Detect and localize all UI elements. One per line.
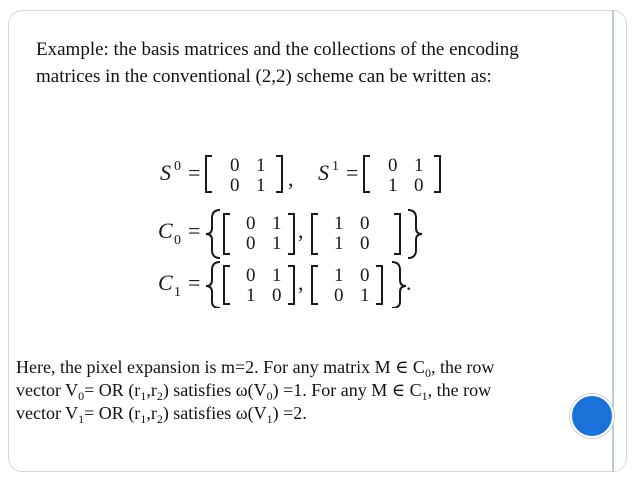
matrix-entry: 0 — [230, 175, 240, 196]
accent-circle — [570, 394, 614, 438]
intro-line-2: matrices in the conventional (2,2) scheme can be written as: — [36, 66, 492, 87]
c0-subscript: 0 — [174, 233, 181, 248]
matrix-entry: 1 — [334, 233, 344, 254]
c1-symbol: C — [158, 270, 173, 295]
body-text-span: ) satisfies ω(V — [162, 403, 267, 423]
period-c1: . — [406, 270, 412, 295]
c0-symbol: C — [158, 218, 173, 243]
body-text-span: = OR (r — [84, 403, 141, 423]
body-text-span: ,r — [146, 380, 157, 400]
matrix-entry: 0 — [246, 233, 256, 254]
body-text-span: C — [405, 380, 422, 400]
matrix-entry: 1 — [256, 155, 266, 176]
element-of-symbol: ∈ — [391, 380, 406, 400]
comma-s: , — [288, 166, 294, 191]
s0-superscript: 0 — [174, 159, 181, 174]
equals-c1: = — [188, 270, 201, 295]
subscript: 1 — [266, 412, 273, 426]
matrix-entry: 0 — [414, 175, 424, 196]
subscript: 0 — [424, 366, 431, 380]
body-text-span: = OR (r — [84, 380, 141, 400]
subscript: 1 — [140, 389, 147, 403]
subscript: 2 — [156, 412, 163, 426]
body-text-span: C — [408, 357, 425, 377]
element-of-symbol: ∈ — [395, 357, 409, 377]
formula-svg — [150, 138, 470, 308]
subscript: 2 — [156, 389, 163, 403]
equals-s0: = — [188, 160, 201, 185]
body-text-span: vector V — [16, 403, 79, 423]
matrix-entry: 1 — [246, 285, 256, 306]
equals-s1: = — [346, 160, 359, 185]
matrix-entry: 1 — [334, 213, 344, 234]
matrix-entry: 1 — [272, 265, 282, 286]
body-text-span: ) =1. For any M — [272, 380, 392, 400]
comma-c0: , — [298, 218, 304, 243]
body-text-span: , the row — [427, 380, 492, 400]
matrix-entry: 1 — [360, 285, 370, 306]
matrix-entry: 1 — [272, 213, 282, 234]
matrix-entry: 1 — [414, 155, 424, 176]
matrix-entry: 0 — [272, 285, 282, 306]
body-text-span: Here, the pixel expansion is m=2. For any matrix M — [16, 357, 396, 377]
matrix-entry: 0 — [246, 213, 256, 234]
matrix-entry: 0 — [246, 265, 256, 286]
matrix-entry: 0 — [388, 155, 398, 176]
s0-symbol: S — [160, 160, 171, 185]
matrix-entry: 1 — [388, 175, 398, 196]
matrix-entry: 0 — [334, 285, 344, 306]
body-text-span: ,r — [146, 403, 157, 423]
matrix-formulas — [150, 138, 470, 308]
body-text-span: , the row — [430, 357, 495, 377]
equals-c0: = — [188, 218, 201, 243]
subscript: 0 — [78, 389, 85, 403]
matrix-entry: 0 — [360, 233, 370, 254]
comma-c1: , — [298, 270, 304, 295]
subscript: 1 — [421, 389, 428, 403]
matrix-entry: 1 — [272, 233, 282, 254]
subscript: 1 — [78, 412, 85, 426]
body-text-span: vector V — [16, 380, 79, 400]
matrix-entry: 0 — [360, 265, 370, 286]
intro-paragraph — [36, 36, 596, 90]
matrix-entry: 1 — [334, 265, 344, 286]
subscript: 0 — [266, 389, 273, 403]
matrix-entry: 1 — [256, 175, 266, 196]
body-paragraph — [16, 356, 616, 425]
s1-superscript: 1 — [332, 159, 339, 174]
s1-symbol: S — [318, 160, 329, 185]
c1-subscript: 1 — [174, 285, 181, 300]
matrix-entry: 0 — [230, 155, 240, 176]
body-text-span: ) satisfies ω(V — [162, 380, 267, 400]
intro-line-1: Example: the basis matrices and the collections of the encoding — [36, 39, 519, 60]
body-text-span: ) =2. — [272, 403, 307, 423]
subscript: 1 — [140, 412, 147, 426]
matrix-entry: 0 — [360, 213, 370, 234]
